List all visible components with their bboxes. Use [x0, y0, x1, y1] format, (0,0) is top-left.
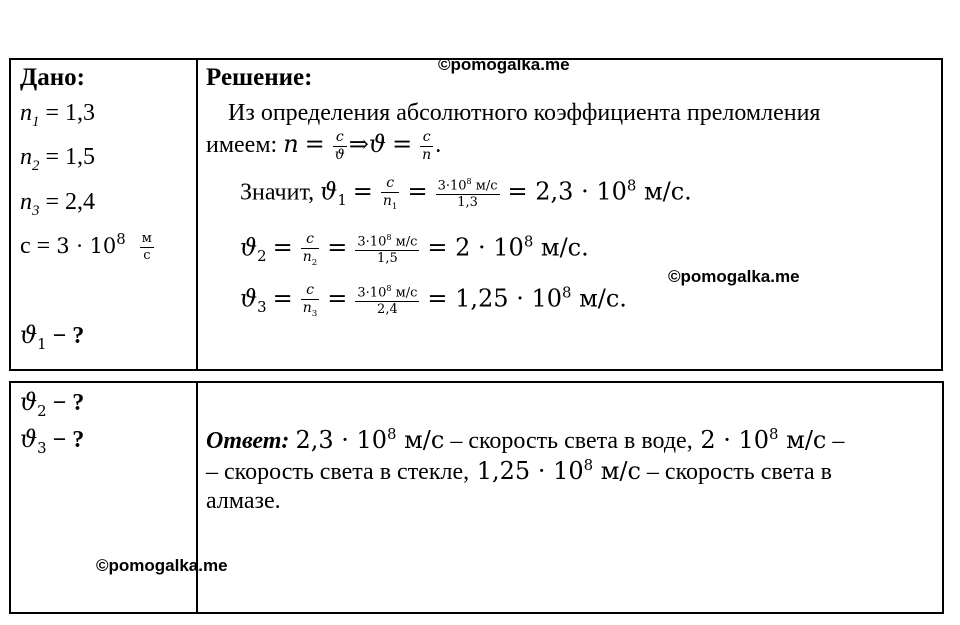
line1-frac-num-bottom: 1,3: [457, 194, 478, 210]
line1-frac-top-exp: 8: [466, 176, 472, 186]
top-table-divider: [196, 60, 198, 369]
answer-line3: алмазе.: [206, 488, 281, 514]
line1-result-unit: м/с.: [636, 177, 692, 206]
watermark-top: ©pomogalka.me: [438, 55, 570, 74]
line1-frac-c-den-n: n: [382, 192, 392, 209]
line2-theta: ϑ: [240, 233, 258, 262]
line1-result: = 2,3 · 10: [507, 177, 627, 206]
formula-frac2-num: c: [420, 130, 433, 147]
answer-v1-exp: 8: [387, 425, 397, 443]
answer-line2-text: – скорость света в стекле,: [206, 459, 470, 485]
solution-intro-line1: Из определения абсолютного коэффициента преломления: [228, 100, 821, 126]
answer-v2-dash: –: [826, 428, 845, 454]
line3-frac-c-num: c: [301, 283, 320, 300]
line1-result-exp: 8: [626, 176, 637, 195]
formula-frac1-num: c: [333, 130, 347, 147]
line3-frac-num: [355, 285, 419, 317]
line1-frac-c-den-sub: 1: [391, 201, 398, 212]
given-q1-sub: 1: [37, 334, 47, 353]
given-c-mantissa: 3 · 10: [56, 234, 117, 258]
line1-frac-top-unit: м/с: [471, 178, 498, 194]
bottom-table: [9, 381, 944, 614]
given-c: [20, 230, 156, 263]
line1-frac-num-top: [436, 178, 500, 195]
line1-frac-top-mant: 3·10: [437, 178, 467, 194]
line3-frac-top-unit: м/с: [391, 285, 418, 301]
given-q1-tail: − ?: [46, 323, 85, 349]
answer-v3-exp: 8: [583, 456, 594, 474]
line1-frac-num: [436, 178, 500, 210]
given-q2-tail: − ?: [46, 390, 85, 416]
line3-result: = 1,25 · 10: [427, 284, 562, 313]
answer-line1: [206, 425, 844, 455]
answer-v2-exp: 8: [769, 425, 779, 443]
line3-frac-top-exp: 8: [386, 283, 392, 293]
answer-v1: 2,3 · 10: [295, 426, 388, 454]
formula-eq2: =: [392, 130, 413, 158]
line1-frac-c: [381, 176, 400, 212]
line2-frac-num-bottom: 1,5: [377, 250, 398, 266]
solution-title: Решение:: [206, 64, 313, 91]
line1-prefix: Значит,: [240, 179, 315, 206]
solution-intro-prefix: имеем:: [206, 132, 278, 158]
given-c-unit-num: м: [141, 231, 152, 247]
formula-implies: ⇒: [348, 130, 369, 158]
solution-line1: [240, 176, 692, 212]
line3-frac-c-den-n: n: [302, 299, 312, 316]
line2-frac-c-den-n: n: [302, 248, 312, 265]
answer-v2-unit: м/с: [778, 426, 827, 454]
line2-eq1: =: [272, 233, 293, 262]
line1-theta-sub: 1: [337, 191, 347, 210]
given-n3-value: = 2,4: [45, 189, 95, 215]
given-q2-symbol: ϑ: [20, 388, 38, 416]
line1-frac-c-num: c: [381, 176, 400, 193]
answer-v3-text: – скорость света в: [640, 459, 832, 485]
answer-v1-text: – скорость света в воде,: [444, 428, 693, 454]
line3-frac-num-top: [355, 285, 419, 302]
line3-frac-c: [301, 283, 320, 319]
line2-frac-top-unit: м/с: [391, 234, 418, 250]
formula-n: n: [283, 130, 299, 158]
given-c-lhs: с =: [20, 233, 51, 259]
given-n2-sub: 2: [32, 157, 40, 174]
given-c-exp: 8: [116, 230, 126, 248]
given-n2-value: = 1,5: [45, 144, 95, 170]
answer-v3-unit: м/с: [593, 457, 641, 485]
given-n3-sub: 3: [32, 202, 40, 219]
formula-frac2: [420, 130, 433, 162]
line2-eq2: =: [327, 233, 348, 262]
formula-eq: =: [304, 130, 325, 158]
line3-theta: ϑ: [240, 284, 258, 313]
line2-frac-c-den-sub: 2: [311, 257, 318, 268]
line1-eq1: =: [352, 177, 373, 206]
line3-eq1: =: [272, 284, 293, 313]
line3-frac-c-den: [301, 300, 320, 319]
given-c-unit-den: с: [143, 247, 151, 263]
given-n3-symbol: n: [20, 189, 32, 215]
given-q2-sub: 2: [37, 401, 47, 420]
solution-intro-line2: [206, 130, 441, 163]
line2-frac-top-mant: 3·10: [357, 234, 387, 250]
bottom-table-divider: [196, 383, 198, 612]
formula-frac1: [333, 130, 347, 162]
given-n2: [20, 144, 95, 175]
given-c-unit: [140, 232, 154, 262]
line2-frac-num: [355, 234, 419, 266]
given-q3-symbol: ϑ: [20, 425, 38, 453]
answer-v2: 2 · 10: [692, 426, 770, 454]
given-q2: [20, 388, 84, 420]
line2-frac-num-top: [355, 234, 419, 251]
line3-theta-sub: 3: [257, 298, 267, 317]
answer-line2: [206, 456, 832, 486]
given-q3-sub: 3: [37, 438, 47, 457]
line3-result-exp: 8: [562, 283, 572, 302]
formula-theta: ϑ: [368, 130, 387, 158]
line1-eq2: =: [407, 177, 428, 206]
given-q3-tail: − ?: [46, 427, 85, 453]
line3-frac-top-mant: 3·10: [357, 285, 387, 301]
line3-frac-num-bottom: 2,4: [377, 301, 398, 317]
line2-theta-sub: 2: [257, 247, 267, 266]
formula-frac2-den: n: [422, 146, 432, 163]
answer-v1-unit: м/с: [396, 426, 445, 454]
formula-dot: .: [435, 132, 442, 158]
given-q1-symbol: ϑ: [20, 321, 38, 349]
given-q3: [20, 425, 84, 457]
line3-frac-c-den-sub: 3: [311, 308, 318, 319]
given-n1-symbol: n: [20, 100, 32, 126]
solution-line3: [240, 283, 627, 319]
line1-frac-c-den: [381, 193, 400, 212]
line2-result: = 2 · 10: [427, 233, 524, 262]
line2-result-unit: м/с.: [533, 233, 589, 262]
line2-frac-c: [301, 232, 320, 268]
line2-frac-top-exp: 8: [386, 232, 392, 242]
answer-v3: 1,25 · 10: [469, 457, 584, 485]
given-n1-sub: 1: [32, 113, 40, 130]
given-title: Дано:: [20, 64, 85, 91]
answer-label: Ответ:: [206, 428, 290, 454]
line3-eq2: =: [327, 284, 348, 313]
given-n3: [20, 189, 95, 220]
given-q1: [20, 321, 84, 353]
given-n1: [20, 100, 95, 131]
line2-result-exp: 8: [523, 232, 534, 251]
line2-frac-c-num: c: [301, 232, 320, 249]
line2-frac-c-den: [301, 249, 320, 268]
formula-frac1-den: ϑ: [334, 146, 345, 163]
line3-result-unit: м/с.: [571, 284, 627, 313]
given-n2-symbol: n: [20, 144, 32, 170]
given-n1-value: = 1,3: [45, 100, 95, 126]
watermark-middle: ©pomogalka.me: [668, 267, 800, 286]
line1-theta: ϑ: [320, 177, 338, 206]
solution-line2: [240, 232, 589, 268]
watermark-bottom: ©pomogalka.me: [96, 556, 228, 575]
